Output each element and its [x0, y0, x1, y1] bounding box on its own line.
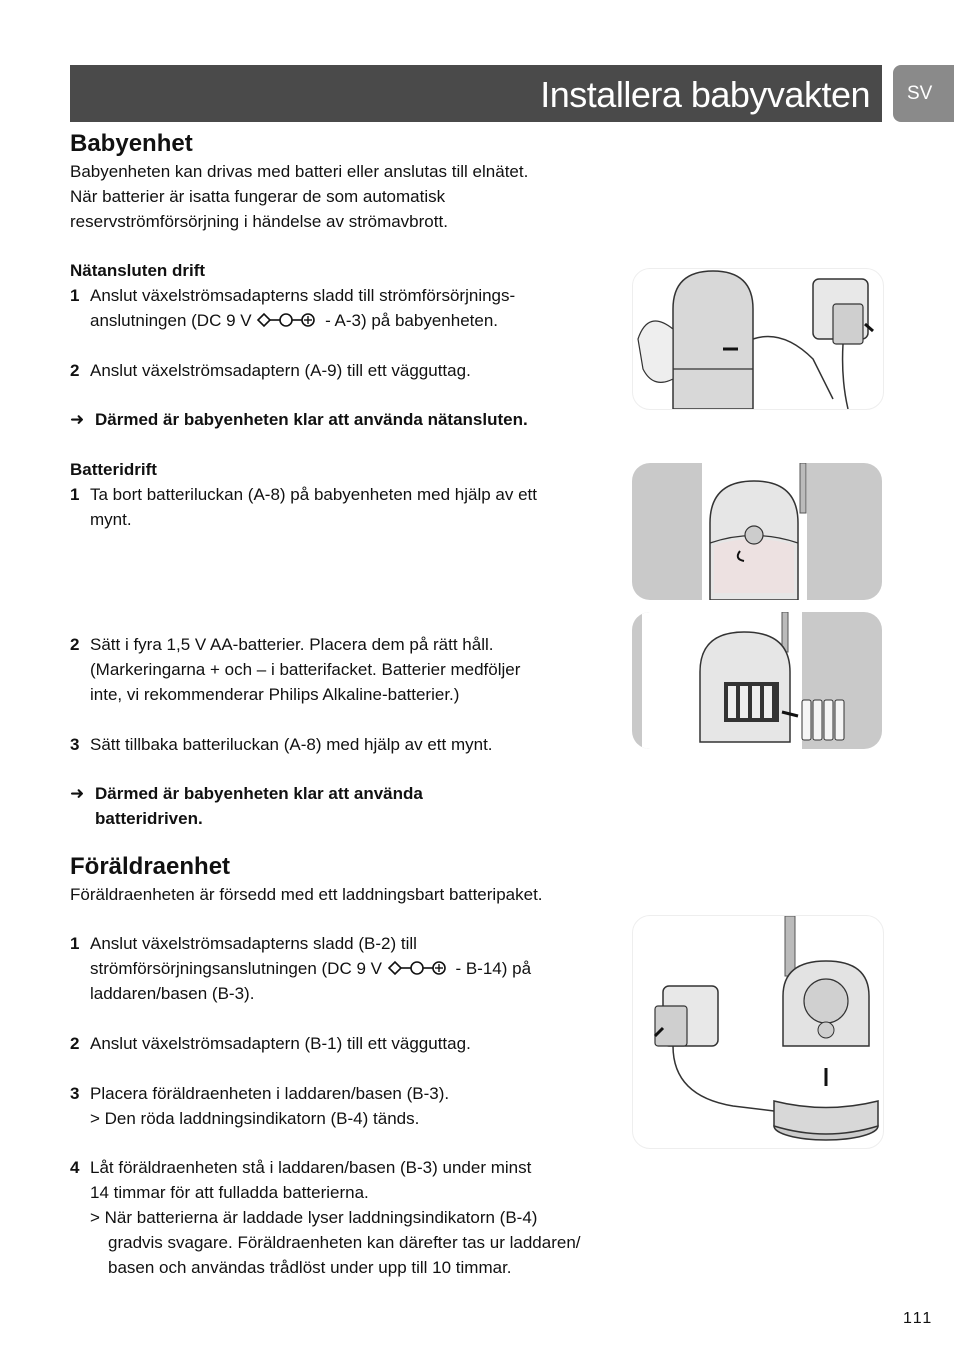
- header-bar: [70, 65, 882, 122]
- intro-line-2: När batterier är isatta fungerar de som automatisk: [70, 187, 446, 206]
- mains-step1-line1: Anslut växelströmsadapterns sladd till strömförsörjnings-: [90, 286, 516, 305]
- result-arrow-icon: ➜: [70, 784, 85, 803]
- battery-step3: Sätt tillbaka batteriluckan (A-8) med hjälp av ett mynt.: [90, 735, 493, 754]
- parent-step4-line1: Låt föräldraenheten stå i laddaren/basen (B-3) under minst: [90, 1158, 532, 1177]
- intro-line-1: Babyenheten kan drivas med batteri eller anslutas till elnätet.: [70, 162, 529, 181]
- language-tab: SV: [893, 65, 954, 122]
- mains-step1-text-b: - A-3) på babyenheten.: [325, 311, 499, 330]
- page-number: 111: [903, 1310, 934, 1327]
- parent-step1-line2: [90, 956, 531, 981]
- step-number: 3: [70, 735, 80, 754]
- step-number: 1: [70, 485, 80, 504]
- result-arrow-icon: ➜: [70, 410, 85, 429]
- parent-step4-line4: gradvis svagare. Föräldraenheten kan därefter tas ur laddaren/: [108, 1233, 581, 1252]
- parent-step4-line3: > När batterierna är laddade lyser laddningsindikatorn (B-4): [90, 1208, 538, 1227]
- step-number: 2: [70, 635, 80, 654]
- mains-result: Därmed är babyenheten klar att använda nätansluten.: [95, 410, 528, 429]
- figure-mains-connection: [632, 268, 884, 410]
- intro-line-3: reservströmförsörjning i händelse av strömavbrott.: [70, 212, 448, 231]
- parent-step4-line5: basen och användas trådlöst under upp till 10 timmar.: [108, 1258, 512, 1277]
- parent-step4-line2: 14 timmar för att fulladda batterierna.: [90, 1183, 369, 1202]
- battery-step1-line1: Ta bort batteriluckan (A-8) på babyenheten med hjälp av ett: [90, 485, 537, 504]
- figure-insert-batteries: [632, 612, 882, 749]
- parent-step3-line1: Placera föräldraenheten i laddaren/basen (B-3).: [90, 1084, 450, 1103]
- section-heading-babyenhet: Babyenhet: [70, 130, 193, 157]
- parent-step1-line1: Anslut växelströmsadapterns sladd (B-2) till: [90, 934, 417, 953]
- dc-polarity-icon: [256, 312, 320, 328]
- figure-remove-battery-cover: [632, 463, 882, 600]
- battery-step2-line2: (Markeringarna + och – i batterifacket. Batterier medföljer: [90, 660, 521, 679]
- step-number: 1: [70, 934, 80, 953]
- mains-step1-line2: [90, 308, 498, 333]
- parent-step1-text-b: - B-14) på: [455, 959, 532, 978]
- figure-parent-charging: [632, 915, 884, 1149]
- step-number: 2: [70, 1034, 80, 1053]
- step-number: 3: [70, 1084, 80, 1103]
- parent-step2: Anslut växelströmsadaptern (B-1) till ett vägguttag.: [90, 1034, 471, 1053]
- battery-step2-line3: inte, vi rekommenderar Philips Alkaline-batterier.): [90, 685, 460, 704]
- battery-step1-line2: mynt.: [90, 510, 132, 529]
- battery-result-line1: Därmed är babyenheten klar att använda: [95, 784, 423, 803]
- dc-polarity-icon: [387, 960, 451, 976]
- battery-result-line2: batteridriven.: [95, 809, 203, 828]
- parent-step1-line3: laddaren/basen (B-3).: [90, 984, 255, 1003]
- subheading-battery: Batteridrift: [70, 460, 157, 479]
- parent-intro: Föräldraenheten är försedd med ett laddningsbart batteripaket.: [70, 885, 543, 904]
- mains-step1-text-a: anslutningen (DC 9 V: [90, 311, 252, 330]
- step-number: 1: [70, 286, 80, 305]
- parent-step3-line2: > Den röda laddningsindikatorn (B-4) tänds.: [90, 1109, 420, 1128]
- battery-step2-line1: Sätt i fyra 1,5 V AA-batterier. Placera dem på rätt håll.: [90, 635, 494, 654]
- step-number: 2: [70, 361, 80, 380]
- section-heading-foraldraenhet: Föräldraenhet: [70, 853, 231, 880]
- mains-step2: Anslut växelströmsadaptern (A-9) till ett vägguttag.: [90, 361, 471, 380]
- subheading-mains: Nätansluten drift: [70, 261, 206, 280]
- step-number: 4: [70, 1158, 80, 1177]
- page-title: Installera babyvakten: [540, 74, 870, 115]
- parent-step1-text-a: strömförsörjningsanslutningen (DC 9 V: [90, 959, 382, 978]
